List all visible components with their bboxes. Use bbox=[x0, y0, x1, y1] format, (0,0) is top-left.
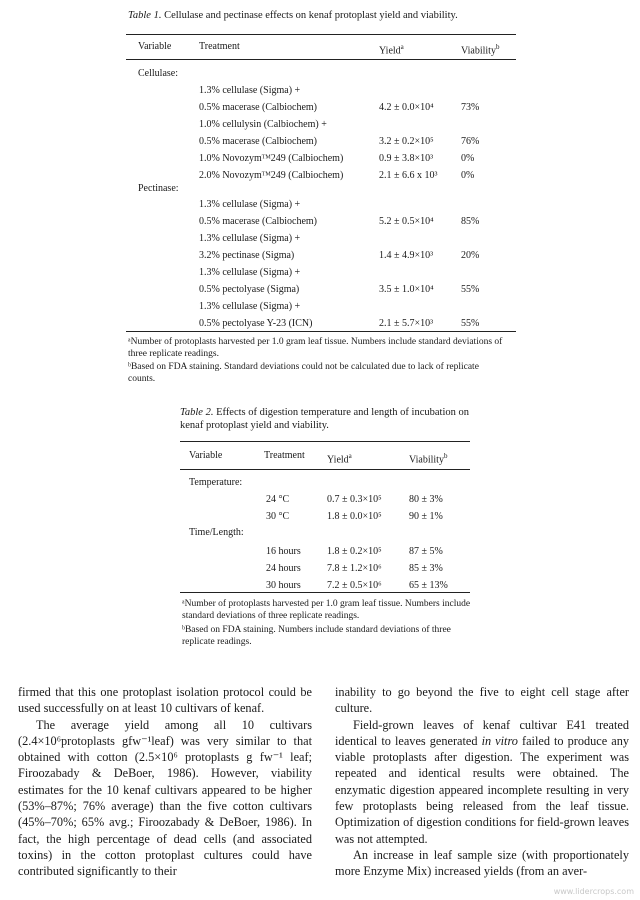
table1-header-rule bbox=[126, 59, 516, 60]
table2-row-treatment: 30 hours bbox=[266, 580, 301, 591]
table1-bottom-rule bbox=[126, 331, 516, 332]
body-right-paragraph-1: inability to go beyond the five to eight cell stage after culture. bbox=[335, 685, 629, 716]
table1-caption bbox=[128, 10, 458, 21]
table1-row-viability: 0% bbox=[461, 153, 475, 164]
table1-row-yield: 3.5 ± 1.0×10⁴ bbox=[379, 284, 434, 295]
table1-row-yield: 2.1 ± 6.6 x 10³ bbox=[379, 170, 438, 181]
table1-top-rule bbox=[126, 34, 516, 35]
table2-row-viability: 65 ± 13% bbox=[409, 580, 448, 591]
table2-group-temperature: Temperature: bbox=[189, 477, 243, 488]
table1-row-yield: 1.4 ± 4.9×10³ bbox=[379, 250, 434, 261]
table1-row-treatment: 1.3% cellulase (Sigma) + bbox=[199, 301, 301, 312]
table2-caption bbox=[180, 406, 480, 432]
table1-header-viability: Viability$^b$ bbox=[461, 43, 500, 57]
table1-group-pectinase: Pectinase: bbox=[138, 183, 179, 194]
table2-row-viability: 80 ± 3% bbox=[409, 494, 443, 505]
table2-row-yield: 1.8 ± 0.0×10⁵ bbox=[327, 511, 382, 522]
table2-row-yield: 0.7 ± 0.3×10⁵ bbox=[327, 494, 382, 505]
table1-row-viability: 73% bbox=[461, 102, 480, 113]
table2-header-variable: Variable bbox=[189, 450, 223, 461]
table2-caption-label: Table 2. bbox=[180, 407, 214, 418]
table2-row-yield: 7.2 ± 0.5×10⁶ bbox=[327, 580, 382, 591]
table2-row-treatment: 24 °C bbox=[266, 494, 290, 505]
table2-bottom-rule bbox=[180, 592, 470, 593]
table1-row-viability: 20% bbox=[461, 250, 480, 261]
table2-header-viability: Viability$^b$ bbox=[409, 452, 448, 466]
watermark: www.lidercrops.com bbox=[553, 887, 634, 896]
table1-header-treatment: Treatment bbox=[199, 41, 240, 52]
table1-row-viability: 55% bbox=[461, 318, 480, 329]
table2-group-time-length: Time/Length: bbox=[189, 527, 244, 538]
table1-row-treatment: 1.0% cellulysin (Calbiochem) + bbox=[199, 119, 327, 130]
table1-row-treatment: 0.5% macerase (Calbiochem) bbox=[199, 102, 318, 113]
table1-row-viability: 85% bbox=[461, 216, 480, 227]
table2-caption-text: Effects of digestion temperature and length of incubation on kenaf protoplast yield and viability. bbox=[180, 407, 469, 431]
table1-row-treatment: 1.3% cellulase (Sigma) + bbox=[199, 267, 301, 278]
body-right-paragraph-3: An increase in leaf sample size (with proportionately more Enzyme Mix) increased yields (from an aver- bbox=[335, 847, 629, 879]
table2-row-treatment: 16 hours bbox=[266, 546, 301, 557]
table2-row-treatment: 30 °C bbox=[266, 511, 290, 522]
table1-note-a: ᵃNumber of protoplasts harvested per 1.0 gram leaf tissue. Numbers include standard deviations of three replicate readings. bbox=[128, 337, 503, 359]
table1-row-yield: 4.2 ± 0.0×10⁴ bbox=[379, 102, 434, 113]
table1-note-b: ᵇBased on FDA staining. Standard deviations could not be calculated due to lack of replicate counts. bbox=[128, 362, 479, 384]
table2-note-b: ᵇBased on FDA staining. Numbers include standard deviations of three replicate readings. bbox=[182, 625, 451, 647]
table2-header-yield: Yield$^a$ bbox=[327, 452, 352, 466]
table1-caption-text: Cellulase and pectinase effects on kenaf protoplast yield and viability. bbox=[164, 10, 458, 21]
table1-row-treatment: 1.3% cellulase (Sigma) + bbox=[199, 199, 301, 210]
table1-row-treatment: 0.5% pectolyase (Sigma) bbox=[199, 284, 300, 295]
table1-row-treatment: 2.0% Novozymᵀᴹ249 (Calbiochem) bbox=[199, 170, 344, 181]
table1-row-treatment: 3.2% pectinase (Sigma) bbox=[199, 250, 295, 261]
table2-row-yield: 1.8 ± 0.2×10⁵ bbox=[327, 546, 382, 557]
table2-row-viability: 90 ± 1% bbox=[409, 511, 443, 522]
table1-row-yield: 5.2 ± 0.5×10⁴ bbox=[379, 216, 434, 227]
table1-row-yield: 2.1 ± 5.7×10³ bbox=[379, 318, 434, 329]
table1-row-viability: 76% bbox=[461, 136, 480, 147]
body-left-column bbox=[18, 684, 312, 880]
table1-row-viability: 55% bbox=[461, 284, 480, 295]
table1-row-treatment: 0.5% macerase (Calbiochem) bbox=[199, 216, 318, 227]
table2-row-viability: 85 ± 3% bbox=[409, 563, 443, 574]
table1-header-yield: Yield$^a$ bbox=[379, 43, 404, 57]
body-left-paragraph-1: firmed that this one protoplast isolation protocol could be used successfully on at least 10 cultivars of kenaf. bbox=[18, 685, 312, 716]
table1-caption-label: Table 1. bbox=[128, 10, 162, 21]
table1-row-treatment: 1.3% cellulase (Sigma) + bbox=[199, 233, 301, 244]
body-left-paragraph-2: The average yield among all 10 cultivars (2.4×10⁶protoplasts gfw⁻¹leaf) was very similar to that obtained with cotton (2.5×10⁶ protoplasts g fw⁻¹ leaf; Firoozabady & DeBoer, 1986). However, viability estimates for the 10 kenaf cultivars appeared to be higher (53%–87%; 76% average) than the five cotton cultivars (45%–70%; 65% avg.; Firoozabady & DeBoer, 1986). In fact, the high percentage of dead cells (and associated toxins) in the cotton protoplast cultures could have contributed significantly to their bbox=[18, 717, 312, 879]
table1-group-cellulase: Cellulase: bbox=[138, 68, 178, 79]
table1-header-variable: Variable bbox=[138, 41, 172, 52]
table2-header-rule bbox=[180, 469, 470, 470]
italic-in-vitro: in vitro bbox=[481, 733, 518, 748]
table1-row-treatment: 1.0% Novozymᵀᴹ249 (Calbiochem) bbox=[199, 153, 344, 164]
table1-row-yield: 3.2 ± 0.2×10⁵ bbox=[379, 136, 434, 147]
table2-row-viability: 87 ± 5% bbox=[409, 546, 443, 557]
table1-row-viability: 0% bbox=[461, 170, 475, 181]
table1-row-treatment: 0.5% pectolyase Y-23 (ICN) bbox=[199, 318, 313, 329]
table1-row-treatment: 0.5% macerase (Calbiochem) bbox=[199, 136, 318, 147]
table1-row-yield: 0.9 ± 3.8×10³ bbox=[379, 153, 434, 164]
body-right-paragraph-2: Field-grown leaves of kenaf cultivar E41 treated identical to leaves generated in vitro failed to produce any viable protoplasts after digestion. The experiment was repeated and identical results were obtained. The enzymatic digestion appeared incomplete resulting in very few protoplasts being released from the leaf tissue. Optimization of digestion conditions for field-grown leaves was not attempted. bbox=[335, 717, 629, 846]
table1-row-treatment: 1.3% cellulase (Sigma) + bbox=[199, 85, 301, 96]
body-right-column bbox=[335, 684, 629, 880]
table2-note-a: ᵃNumber of protoplasts harvested per 1.0 gram leaf tissue. Numbers include standard deviations of three replicate readings. bbox=[182, 599, 471, 621]
table2-row-treatment: 24 hours bbox=[266, 563, 301, 574]
table2-header-treatment: Treatment bbox=[264, 450, 305, 461]
table2-top-rule bbox=[180, 441, 470, 442]
table2-row-yield: 7.8 ± 1.2×10⁶ bbox=[327, 563, 382, 574]
